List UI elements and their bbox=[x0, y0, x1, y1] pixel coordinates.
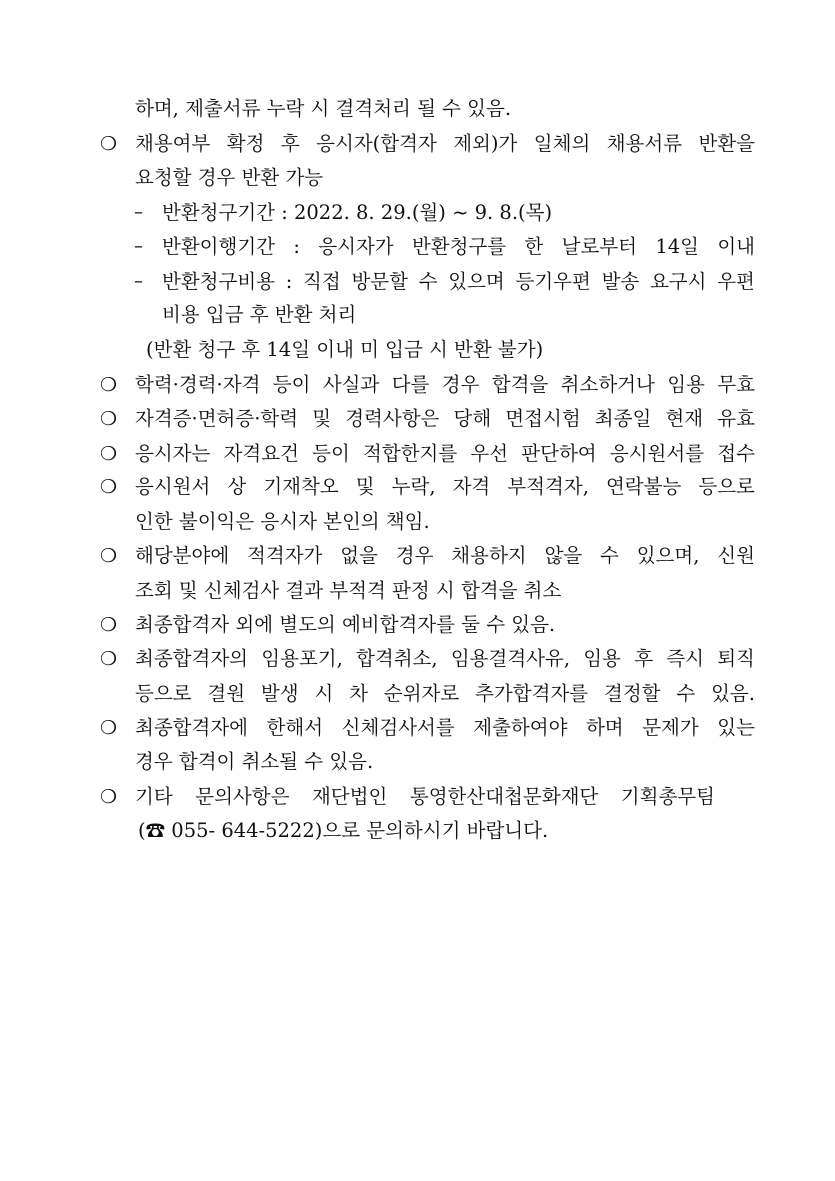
document-line: 응시자는 자격요건 등이 적합한지를 우선 판단하여 응시원서를 접수 bbox=[135, 442, 755, 465]
circle-bullet-icon: ❍ bbox=[100, 717, 118, 739]
dash-bullet-icon: – bbox=[134, 271, 143, 292]
circle-bullet-icon: ❍ bbox=[100, 476, 118, 498]
document-line: 요청할 경우 반환 가능 bbox=[135, 166, 324, 189]
document-line: 응시원서 상 기재착오 및 누락, 자격 부적격자, 연락불능 등으로 bbox=[135, 475, 755, 498]
document-line: (☎ 055- 644-5222)으로 문의하시기 바랍니다. bbox=[138, 819, 549, 842]
document-line: 반환청구기간 : 2022. 8. 29.(월) ~ 9. 8.(목) bbox=[162, 201, 553, 224]
document-line: 반환청구비용 : 직접 방문할 수 있으며 등기우편 발송 요구시 우편 bbox=[162, 270, 755, 293]
circle-bullet-icon: ❍ bbox=[100, 786, 118, 808]
document-line: 자격증·면허증·학력 및 경력사항은 당해 면접시험 최종일 현재 유효 bbox=[135, 407, 755, 430]
document-line: (반환 청구 후 14일 이내 미 입금 시 반환 불가) bbox=[146, 338, 544, 361]
document-line: 비용 입금 후 반환 처리 bbox=[162, 303, 357, 326]
circle-bullet-icon: ❍ bbox=[100, 408, 118, 430]
circle-bullet-icon: ❍ bbox=[100, 133, 118, 155]
document-line: 하며, 제출서류 누락 시 결격처리 될 수 있음. bbox=[135, 97, 512, 120]
document-line: 최종합격자에 한해서 신체검사서를 제출하여야 하며 문제가 있는 bbox=[135, 716, 755, 739]
document-line: 경우 합격이 취소될 수 있음. bbox=[135, 750, 374, 773]
document-line: 등으로 결원 발생 시 차 순위자로 추가합격자를 결정할 수 있음. bbox=[135, 682, 755, 705]
document-line: 최종합격자 외에 별도의 예비합격자를 둘 수 있음. bbox=[135, 613, 556, 636]
document-line: 학력·경력·자격 등이 사실과 다를 경우 합격을 취소하거나 임용 무효 bbox=[135, 373, 755, 396]
circle-bullet-icon: ❍ bbox=[100, 545, 118, 567]
document-line: 최종합격자의 임용포기, 합격취소, 임용결격사유, 임용 후 즉시 퇴직 bbox=[135, 647, 755, 670]
document-line: 반환이행기간 : 응시자가 반환청구를 한 날로부터 14일 이내 bbox=[162, 235, 755, 258]
circle-bullet-icon: ❍ bbox=[100, 648, 118, 670]
dash-bullet-icon: – bbox=[134, 202, 143, 223]
circle-bullet-icon: ❍ bbox=[100, 614, 118, 636]
document-line: 기타 문의사항은 재단법인 통영한산대첩문화재단 기획총무팀 bbox=[135, 785, 715, 808]
document-line: 조회 및 신체검사 결과 부적격 판정 시 합격을 취소 bbox=[135, 579, 562, 602]
dash-bullet-icon: – bbox=[134, 236, 143, 257]
circle-bullet-icon: ❍ bbox=[100, 374, 118, 396]
circle-bullet-icon: ❍ bbox=[100, 443, 118, 465]
document-line: 인한 불이익은 응시자 본인의 책임. bbox=[135, 510, 430, 533]
document-line: 해당분야에 적격자가 없을 경우 채용하지 않을 수 있으며, 신원 bbox=[135, 544, 755, 567]
document-line: 채용여부 확정 후 응시자(합격자 제외)가 일체의 채용서류 반환을 bbox=[135, 132, 755, 155]
